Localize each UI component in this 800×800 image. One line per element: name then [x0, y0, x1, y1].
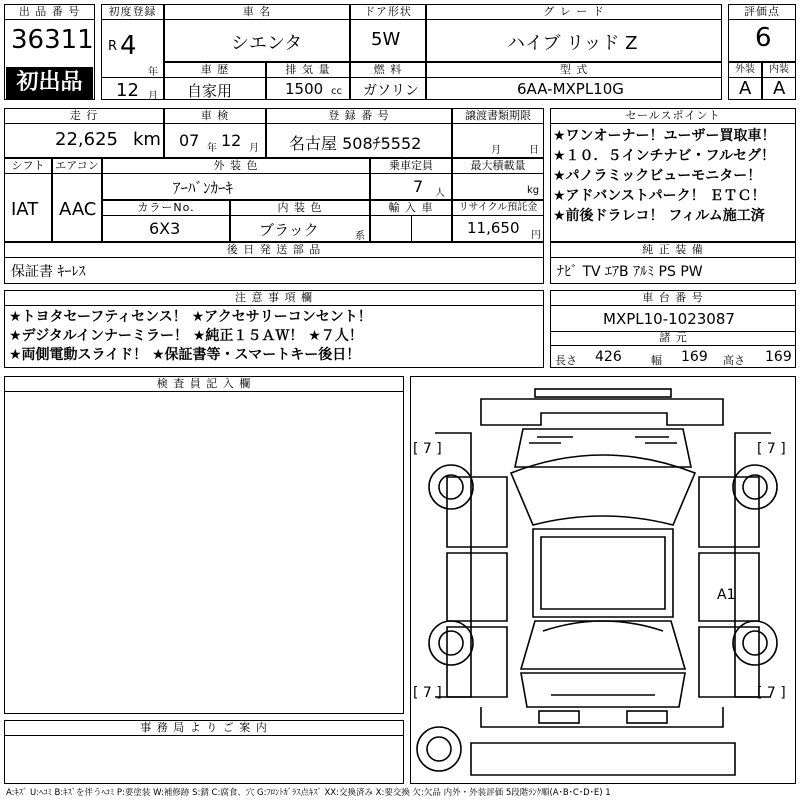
door-value: 5W: [371, 29, 401, 50]
note-line: ★両側電動スライド！ ★保証書等・スマートキー後日！: [9, 347, 361, 363]
shift-value: IAT: [11, 199, 39, 220]
plate-box: [266, 108, 452, 158]
ac-box: [52, 158, 102, 242]
model-code-value: 6AA-MXPL10G: [517, 80, 624, 98]
inspection-box: [164, 108, 266, 158]
ac-value: AAC: [59, 199, 97, 220]
reg-month-unit: 月: [148, 91, 158, 100]
inspection-month: 12: [221, 131, 242, 150]
chassis-label: 車 台 番 号: [551, 291, 795, 306]
load-label: 最大積載量: [453, 159, 543, 174]
notes-label: 注 意 事 項 欄: [5, 291, 543, 306]
inspector-label: 検 査 員 記 入 欄: [5, 377, 403, 392]
color-no-box: [102, 200, 230, 242]
height-value: 169: [765, 349, 792, 365]
recycle-box: [452, 200, 544, 242]
later-parts-value: 保証書 ｷｰﾚｽ: [11, 264, 86, 280]
width-value: 169: [681, 349, 708, 365]
mileage-unit: km: [133, 129, 161, 150]
damage-mark: A1: [717, 587, 736, 603]
tire-tread-rear-right: [ 7 ]: [757, 685, 786, 701]
selling-point-line: ★パノラミックビューモニター！: [553, 168, 762, 184]
reg-year: 4: [120, 31, 137, 61]
color-no-value: 6X3: [149, 219, 181, 238]
fuel-value: ガソリン: [363, 83, 419, 99]
exterior-grade-box: [728, 62, 762, 100]
equipment-box: [550, 242, 796, 284]
interior-color-value: ブラック: [259, 221, 319, 239]
model-code-label: 型 式: [427, 63, 721, 78]
ac-label: エアコン: [53, 159, 101, 174]
exterior-grade-label: 外装: [729, 63, 761, 78]
reg-year-unit: 年: [148, 67, 158, 78]
inspection-year-unit: 年: [207, 143, 217, 154]
dims-label: 諸 元: [551, 331, 796, 346]
selling-point-line: ★前後ドラレコ！ フィルム施工済: [553, 208, 765, 224]
import-box: [370, 200, 452, 242]
displacement-unit: cc: [331, 86, 342, 97]
equipment-label: 純 正 装 備: [551, 243, 795, 258]
selling-points-box: [550, 108, 796, 242]
later-parts-label: 後 日 発 送 部 品: [5, 243, 543, 258]
capacity-unit: 人: [435, 188, 445, 199]
model-code-box: [426, 62, 722, 100]
office-label: 事 務 局 よ り ご 案 内: [5, 721, 403, 736]
score-label: 評価点: [729, 5, 795, 20]
inspection-label: 車 検: [165, 109, 265, 124]
mileage-box: [4, 108, 164, 158]
first-listing-badge: 初出品: [6, 67, 93, 99]
car-diagram: [410, 376, 796, 784]
transfer-month-unit: 月: [491, 145, 501, 156]
history-label: 車 歴: [165, 63, 265, 78]
inspection-year: 07: [179, 131, 200, 150]
transfer-box: [452, 108, 544, 158]
transfer-day-unit: 日: [529, 145, 539, 156]
mileage-label: 走 行: [5, 109, 163, 124]
mileage-value: 22,625: [55, 129, 118, 150]
interior-grade-label: 内装: [763, 63, 795, 78]
tire-tread-rear-left: [ 7 ]: [413, 685, 442, 701]
recycle-value: 11,650: [467, 219, 520, 237]
shift-box: [4, 158, 52, 242]
tire-tread-front-right: [ 7 ]: [757, 441, 786, 457]
chassis-value: MXPL10-1023087: [603, 310, 735, 328]
interior-color-box: [230, 200, 370, 242]
first-registration-box: [101, 4, 164, 100]
plate-value: 名古屋 508ﾁ5552: [289, 134, 422, 153]
model-label: 車 名: [165, 5, 349, 20]
exterior-grade: A: [739, 78, 752, 99]
load-box: [452, 158, 544, 200]
displacement-label: 排 気 量: [267, 63, 349, 78]
selling-point-line: ★アドバンストパーク！ ＥＴＣ！: [553, 188, 766, 204]
color-label: 外 装 色: [103, 159, 369, 174]
color-value: ｱｰﾊﾞﾝｶｰｷ: [173, 179, 234, 197]
fuel-label: 燃 料: [351, 63, 425, 78]
model-name: シエンタ: [231, 33, 303, 54]
later-parts-box: [4, 242, 544, 284]
grade-label: グ レ ー ド: [427, 5, 721, 20]
interior-grade-box: [762, 62, 796, 100]
interior-grade: A: [773, 78, 786, 99]
grade-box: [426, 4, 722, 62]
transfer-label: 譲渡書類期限: [453, 109, 543, 124]
displacement-value: 1500: [285, 80, 324, 98]
chassis-box: [550, 290, 796, 368]
recycle-unit: 円: [531, 230, 541, 241]
interior-color-suffix: 系: [355, 231, 365, 242]
inspector-box: [4, 376, 404, 714]
model-box: [164, 4, 350, 62]
door-box: [350, 4, 426, 62]
capacity-box: [370, 158, 452, 200]
grade-value: ハイブ リッド Z: [507, 33, 638, 54]
listing-number-label: 出 品 番 号: [5, 5, 94, 20]
height-label: 高さ: [723, 354, 745, 367]
legend-text: A:ｷｽﾞ U:ﾍｺﾐ B:ｷｽﾞを伴うﾍｺﾐ P:要塗装 W:補修跡 S:錆 C:腐食、穴 G:ﾌﾛﾝﾄｶﾞﾗｽ点ｷｽﾞ XX:交換済み X:要交換 欠:欠品 内外・外装評価 5段階ﾗﾝｸ順(A･B･C･D･E) 1: [6, 788, 611, 798]
inspection-month-unit: 月: [249, 143, 259, 154]
era: R: [108, 39, 118, 54]
door-label: ドア形状: [351, 5, 425, 20]
car-outline-drawing: [411, 377, 795, 783]
capacity-value: 7: [413, 177, 424, 196]
score-value: 6: [755, 23, 772, 53]
listing-number: 36311: [11, 25, 94, 55]
displacement-box: [266, 62, 350, 100]
reg-month: 12: [116, 80, 139, 100]
length-label: 長さ: [555, 354, 577, 367]
capacity-label: 乗車定員: [371, 159, 451, 174]
notes-box: [4, 290, 544, 368]
history-value: 自家用: [187, 82, 233, 100]
note-line: ★トヨタセーフティセンス！ ★アクセサリーコンセント！: [9, 309, 372, 325]
load-unit: kg: [527, 185, 540, 196]
interior-color-label: 内 装 色: [231, 201, 369, 216]
color-no-label: カラーNo.: [103, 201, 229, 216]
selling-point-line: ★ワンオーナー！ユーザー買取車！: [553, 128, 776, 144]
history-box: [164, 62, 266, 100]
color-box: [102, 158, 370, 200]
width-label: 幅: [651, 354, 662, 367]
plate-label: 登 録 番 号: [267, 109, 451, 124]
length-value: 426: [595, 349, 622, 365]
first-reg-label: 初度登録: [102, 5, 163, 20]
recycle-label: リサイクル預託金: [453, 201, 543, 216]
equipment-value: ﾅﾋﾞ TV ｴｱB ｱﾙﾐ PS PW: [557, 264, 703, 280]
tire-tread-front-left: [ 7 ]: [413, 441, 442, 457]
selling-points-label: セールスポイント: [551, 109, 795, 124]
score-box: [728, 4, 796, 62]
shift-label: シフト: [5, 159, 51, 174]
import-label: 輸 入 車: [371, 201, 451, 216]
fuel-box: [350, 62, 426, 100]
listing-number-box: [4, 4, 95, 100]
selling-point-line: ★１０．５インチナビ・フルセグ！: [553, 148, 775, 164]
note-line: ★デジタルインナーミラー！ ★純正１５ＡＷ！ ★７人！: [9, 328, 363, 344]
office-box: [4, 720, 404, 784]
